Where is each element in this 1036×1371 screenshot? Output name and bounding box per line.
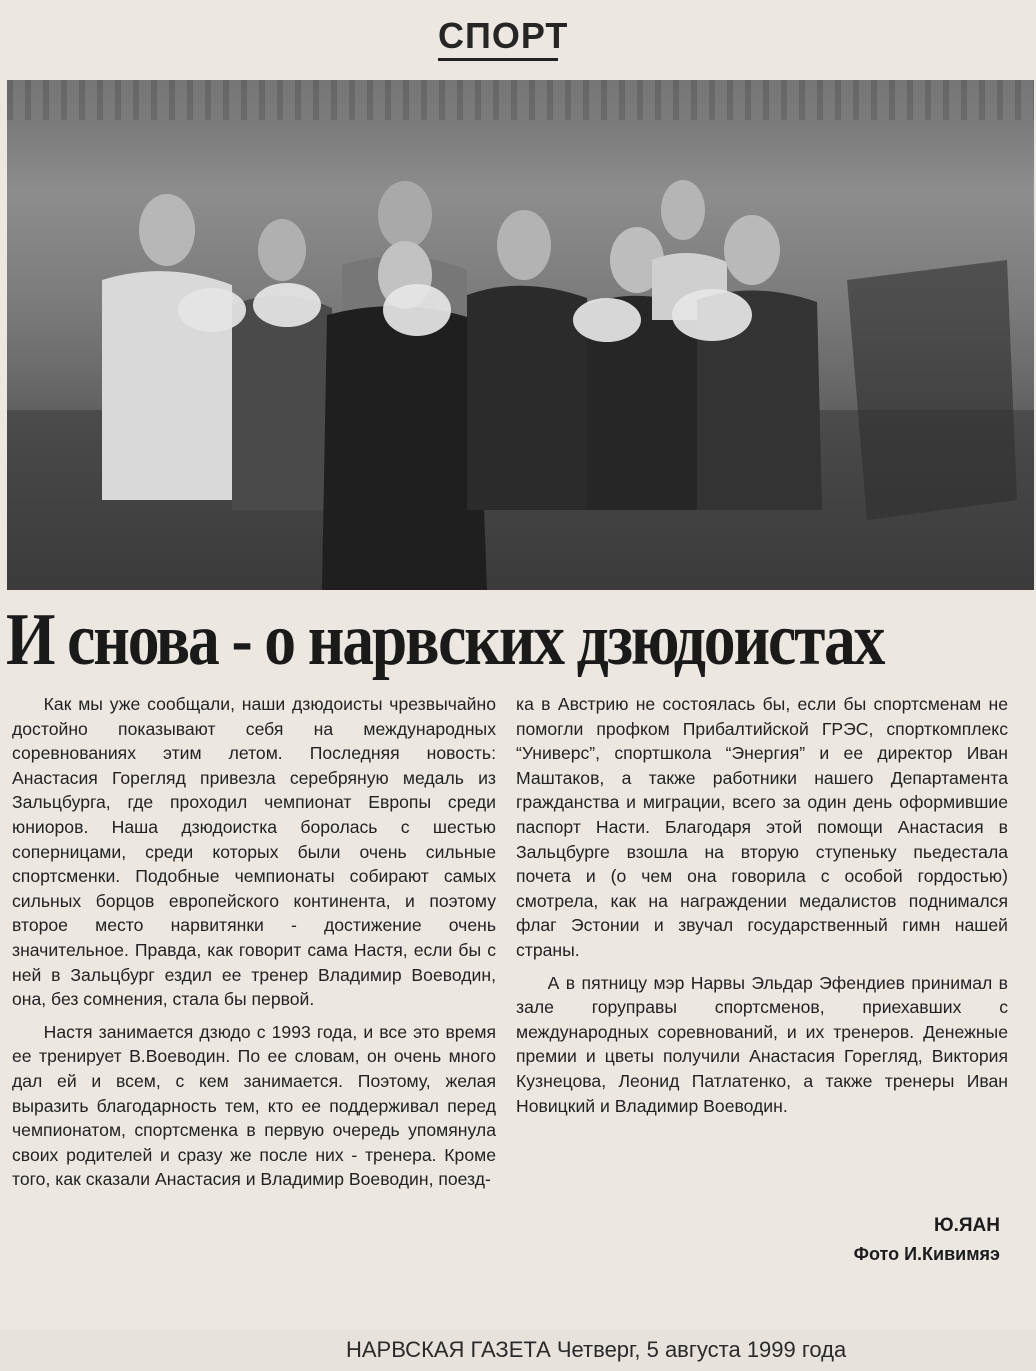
paragraph: Настя занимается дзюдо с 1993 года, и все это время ее тренирует В.Воеводин. По ее словам, он очень много дал ей и всем, с кем занимается. Поэтому, желая выразить благодарность тем, кто ее поддерживал перед чемпионатом, спортсменка в первую очередь упомянула своих родителей и сразу же после них - тренера. Кроме того, как сказали Анастасия и Владимир Воеводин, поезд-: [12, 1021, 496, 1190]
article-column-left: [12, 692, 496, 1192]
group-photo: [7, 80, 1034, 590]
photo-figures: [7, 80, 1034, 590]
headline: И снова - о нарвских дзюдоистах: [6, 599, 884, 681]
paragraph: А в пятницу мэр Нарвы Эльдар Эфендиев принимал в зале горуправы спортсменов, приехавших с международных соревнований, и их тренеров. Денежные премии и цветы получили Анастасия Горегляд, Виктория Кузнецова, Леонид Патлатенко, а также тренеры Иван Новицкий и Владимир Воеводин.: [516, 972, 1008, 1116]
section-title: СПОРТ: [438, 14, 558, 61]
article-column-right: [516, 692, 1008, 1118]
author-byline: Ю.ЯАН: [934, 1215, 1000, 1236]
publication-stamp: НАРВСКАЯ ГАЗЕТА Четверг, 5 августа 1999 года: [346, 1337, 847, 1362]
photo-credit: Фото И.Кивимяэ: [853, 1244, 1000, 1264]
paragraph: Как мы уже сообщали, наши дзюдоисты чрезвычайно достойно показывают себя на международных соревнованиях этим летом. Последняя новость: Анастасия Горегляд привезла серебряную медаль из Зальцбурга, где проходил чемпионат Европы среди юниоров. Наша дзюдоистка боролась с шестью соперницами, среди которых были очень сильные спортсменки. Подобные чемпионаты собирают самых сильных борцов европейского континента, и поэтому второе место нарвитянки - достижение очень значительное. Правда, как говорит сама Настя, если бы с ней в Зальцбург ездил ее тренер Владимир Воеводин, она, без сомнения, стала бы первой.: [12, 694, 496, 1010]
paragraph: ка в Австрию не состоялась бы, если бы спортсменам не помогли профком Прибалтийской ГРЭС, спорткомплекс “Универс”, спортшкола “Энергия” и ее директор Иван Маштаков, а также работники нашего Департамента гражданства и миграции, всего за один день оформившие паспорт Насти. Благодаря этой помощи Анастасия в Зальцбурге взошла на вторую ступеньку пьедестала почета и (о чем она говорила с особой гордостью) смотрела, как на награждении медалистов поднимался флаг Эстонии и звучал государственный гимн нашей страны.: [516, 694, 1008, 960]
